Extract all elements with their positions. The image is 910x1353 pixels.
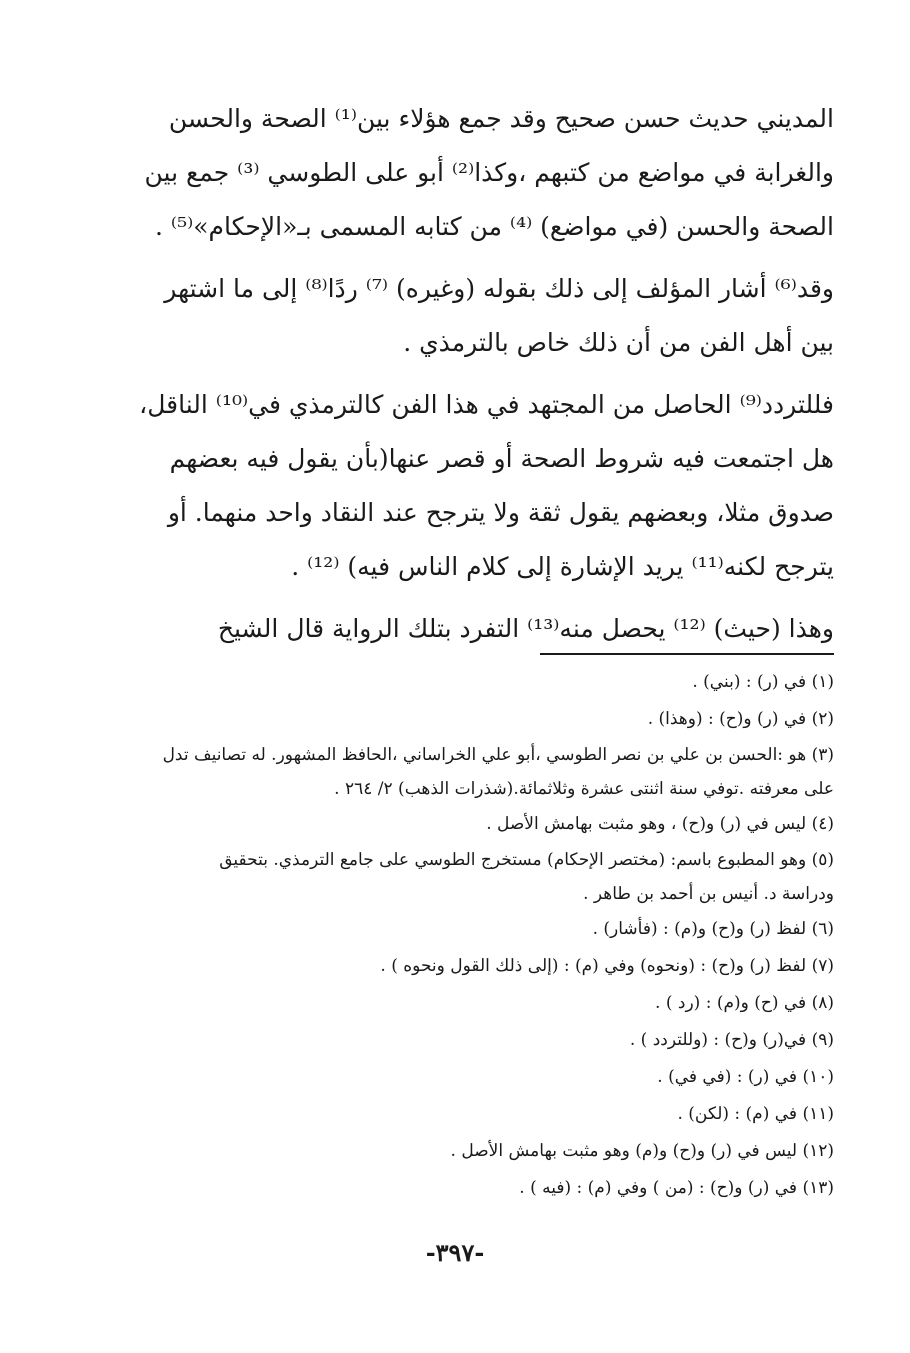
footnote-8: (٨) في (ح) و(م) : (رد ) .	[655, 993, 834, 1013]
text-line: وقد⁽⁶⁾ أشار المؤلف إلى ذلك بقوله (وغيره) ⁽⁷⁾ ردًا⁽⁸⁾ إلى ما اشتهر	[164, 274, 834, 303]
text-line: فللتردد⁽⁹⁾ الحاصل من المجتهد في هذا الفن كالترمذي في⁽¹⁰⁾ الناقل،	[139, 390, 834, 419]
footnote-3	[118, 738, 834, 806]
paragraph-3	[118, 378, 834, 594]
footnote-12: (١٢) ليس في (ر) و(ح) و(م) وهو مثبت بهامش الأصل .	[450, 1141, 834, 1161]
footnote-line: (٥) وهو المطبوع باسم: (مختصر الإحكام) مستخرج الطوسي على جامع الترمذي. بتحقيق	[219, 850, 834, 870]
text-line: يترجح لكنه⁽¹¹⁾ يريد الإشارة إلى كلام الناس فيه) ⁽¹²⁾ .	[291, 552, 834, 581]
footnote-line: (٣) هو :الحسن بن علي بن نصر الطوسي ،أبو علي الخراساني ،الحافظ المشهور. له تصانيف تدل	[162, 745, 834, 765]
footnote-7: (٧) لفظ (ر) و(ح) : (ونحوه) وفي (م) : (إلى ذلك القول ونحوه ) .	[380, 956, 834, 976]
footnote-divider	[540, 653, 834, 655]
text-line: صدوق مثلا، وبعضهم يقول ثقة ولا يترجح عند النقاد واحد منهما. أو	[167, 498, 834, 527]
footnote-11: (١١) في (م) : (لكن) .	[677, 1104, 834, 1124]
main-text	[118, 92, 834, 664]
footnote-6: (٦) لفظ (ر) و(ح) و(م) : (فأشار) .	[592, 919, 834, 939]
text-line: والغرابة في مواضع من كتبهم ،وكذا⁽²⁾ أبو على الطوسي ⁽³⁾ جمع بين	[144, 158, 834, 187]
page-number: -٣٩٧-	[425, 1238, 485, 1267]
footnote-line: على معرفته .توفي سنة اثنتى عشرة وثلاثمائة.(شذرات الذهب) ٢/ ٢٦٤ .	[334, 779, 834, 799]
paragraph-2	[118, 262, 834, 370]
footnote-line: ودراسة د. أنيس بن أحمد بن طاهر .	[583, 884, 834, 904]
footnote-4: (٤) ليس في (ر) و(ح) ، وهو مثبت بهامش الأصل .	[486, 814, 834, 834]
paragraph-4	[118, 602, 834, 656]
footnote-5	[118, 843, 834, 911]
text-line: المديني حديث حسن صحيح وقد جمع هؤلاء بين⁽¹⁾ الصحة والحسن	[168, 104, 834, 133]
footnote-2: (٢) في (ر) و(ح) : (وهذا) .	[647, 709, 834, 729]
footnote-1: (١) في (ر) : (بني) .	[692, 672, 834, 692]
paragraph-1	[118, 92, 834, 254]
footnote-13: (١٣) في (ر) و(ح) : (من ) وفي (م) : (فيه ) .	[519, 1178, 834, 1198]
text-line: الصحة والحسن (في مواضع) ⁽⁴⁾ من كتابه المسمى بـ«الإحكام»⁽⁵⁾ .	[155, 212, 834, 241]
text-line: وهذا (حيث) ⁽¹²⁾ يحصل منه⁽¹³⁾ التفرد بتلك الرواية قال الشيخ	[217, 614, 834, 643]
text-line: بين أهل الفن من أن ذلك خاص بالترمذي .	[403, 328, 834, 357]
footnote-9: (٩) في(ر) و(ح) : (وللتردد ) .	[629, 1030, 834, 1050]
text-line: هل اجتمعت فيه شروط الصحة أو قصر عنها(بأن يقول فيه بعضهم	[169, 444, 834, 473]
footnotes	[118, 664, 834, 1207]
footnote-10: (١٠) في (ر) : (في في) .	[657, 1067, 834, 1087]
